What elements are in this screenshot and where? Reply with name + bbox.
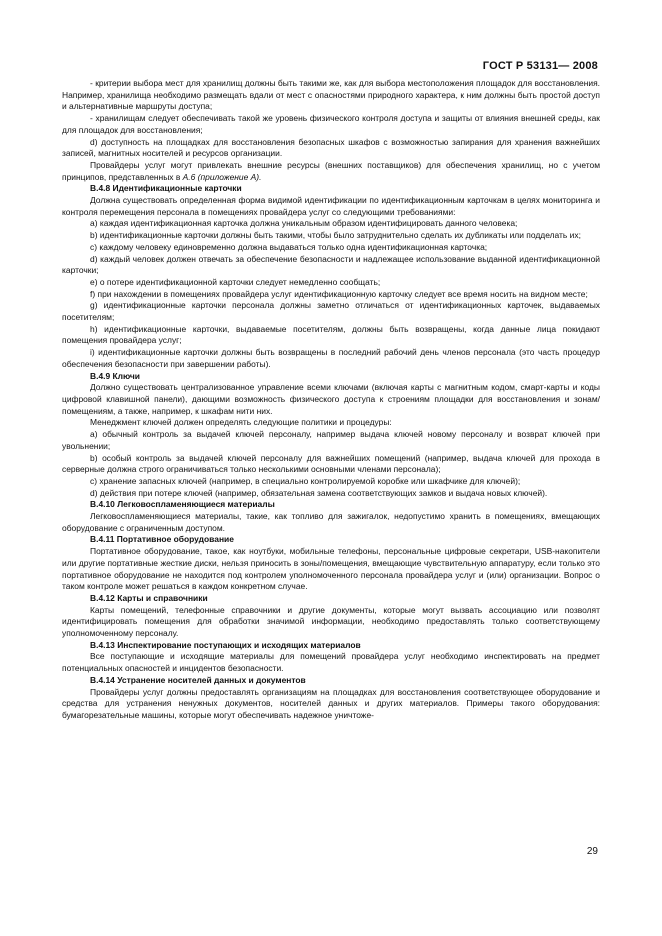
list-item: i) идентификационные карточки должны быть возвращены в последний рабочий день членов персонала (это часть процедур обеспечения безопасности при завершении работы).	[62, 347, 600, 369]
section-heading: В.4.14 Устранение носителей данных и документов	[90, 674, 306, 685]
section-heading: В.4.11 Портативное оборудование	[90, 534, 234, 545]
paragraph	[62, 160, 600, 183]
list-item: h) идентификационные карточки, выдаваемые посетителям, должны быть возвращены, когда данные лица покидают помещения провайдера услуг;	[62, 323, 600, 346]
annex-reference: А.6 (приложение А).	[182, 171, 262, 182]
paragraph: Легковоспламеняющиеся материалы, такие, как топливо для зажигалок, недопустимо хранить в помещениях, вмещающих оборудование с ограниченным доступом.	[62, 511, 600, 533]
paragraph: - критерии выбора мест для хранилищ должны быть такими же, как для выбора местоположения площадок для восстановления. Например, хранилища необходимо размещать вдали от мест с опасностями природного характера, к ним должны быть простой доступ и альтернативные маршруты доступа;	[62, 78, 600, 112]
paragraph: Менеджмент ключей должен определять следующие политики и процедуры:	[90, 417, 392, 428]
section-heading: В.4.8 Идентификационные карточки	[90, 183, 242, 194]
paragraph: Портативное оборудование, такое, как ноутбуки, мобильные телефоны, персональные цифровые секретари, USB-накопители или другие портативные жесткие диски, нельзя приносить в зоны/помещения, вмещающие чувствительную аппаратуру, если только это портативное оборудование не находится под контролем уполномоченного персонала провайдера услуг и (или) организации. Вопрос о таком контроле может решаться в каждом конкретном случае.	[62, 546, 600, 592]
list-item: e) о потере идентификационной карточки следует немедленно сообщать;	[90, 276, 381, 287]
list-item: c) хранение запасных ключей (например, в специально контролируемой коробке или шкафчике для ключей);	[90, 475, 521, 486]
list-item: а) обычный контроль за выдачей ключей персоналу, например выдача ключей новому персоналу и возврат ключей при увольнении;	[62, 429, 600, 451]
section-heading: В.4.13 Инспектирование поступающих и исходящих материалов	[90, 639, 361, 650]
list-item: d) действия при потере ключей (например, обязательная замена соответствующих замков и выдача новых ключей).	[90, 487, 548, 498]
list-item: а) каждая идентификационная карточка должна уникальным образом идентифицировать данного человека;	[90, 218, 518, 229]
paragraph: - хранилищам следует обеспечивать такой же уровень физического контроля доступа и защиты от влияния внешней среды, как для площадок для восстановления;	[62, 113, 600, 135]
paragraph: Должна существовать определенная форма видимой идентификации по идентификационным карточкам в целях мониторинга и контроля перемещения персонала в помещениях провайдера услуг со следующими требованиями:	[62, 195, 600, 217]
list-item: b) особый контроль за выдачей ключей персоналу для важнейших помещений (например, выдача ключей для прохода в серверные должна строго ограничиваться только несколькими основными членами персонала);	[62, 452, 600, 475]
standard-header: ГОСТ Р 53131— 2008	[482, 60, 598, 72]
paragraph: Карты помещений, телефонные справочники и другие документы, которые могут вызвать ассоциацию или позволят идентифицировать помещения для обработки значимой информации, необходимо предоставлять только соответствующему уполномоченному персоналу.	[62, 604, 600, 639]
list-item: f) при нахождении в помещениях провайдера услуг идентификационную карточку следует все время носить на видном месте;	[90, 288, 588, 299]
paragraph: Должно существовать централизованное управление всеми ключами (включая карты с магнитным кодом, смарт-карты и коды цифровой клавишной панели), дающими возможность физического доступа к строениям площадки для восстановления и зонам/помещениям, а также, например, к шкафам нити них.	[62, 382, 600, 416]
section-heading: В.4.12 Карты и справочники	[90, 592, 208, 603]
list-item: g) идентификационные карточки персонала должны заметно отличаться от идентификационных карточек, выдаваемых посетителям;	[62, 300, 600, 323]
section-heading: В.4.9 Ключи	[90, 370, 140, 381]
list-item: c) каждому человеку единовременно должна выдаваться только одна идентификационная карточка;	[90, 241, 488, 252]
paragraph: Все поступающие и исходящие материалы для помещений провайдера услуг необходимо инспектировать на предмет потенциальных опасностей и инцидентов безопасности.	[62, 651, 600, 674]
list-item: b) идентификационные карточки должны быть такими, чтобы было затруднительно сделать их дубликаты или подделать их;	[90, 230, 581, 241]
list-item: d) каждый человек должен отвечать за обеспечение безопасности и надлежащее использование выданной идентификационной карточки;	[62, 253, 600, 276]
page-number: 29	[586, 846, 598, 857]
paragraph-text: Провайдеры услуг могут привлекать внешние ресурсы (внешних поставщиков) для обеспечения хранилищ, но с учетом принципов, представленных в	[62, 159, 600, 182]
paragraph: d) доступность на площадках для восстановления безопасных шкафов с возможностью запирания для хранения важнейших записей, магнитных носителей и ресурсов организации.	[62, 136, 600, 159]
paragraph: Провайдеры услуг должны предоставлять организациям на площадках для восстановления соответствующее оборудование и средства для устранения ненужных документов, носителей данных и других материалов. Примеры такого оборудования: бумагорезательные машины, которые могут обеспечивать надежное уничтоже-	[62, 686, 600, 720]
document-body	[62, 78, 600, 722]
section-heading: В.4.10 Легковоспламеняющиеся материалы	[90, 499, 275, 510]
